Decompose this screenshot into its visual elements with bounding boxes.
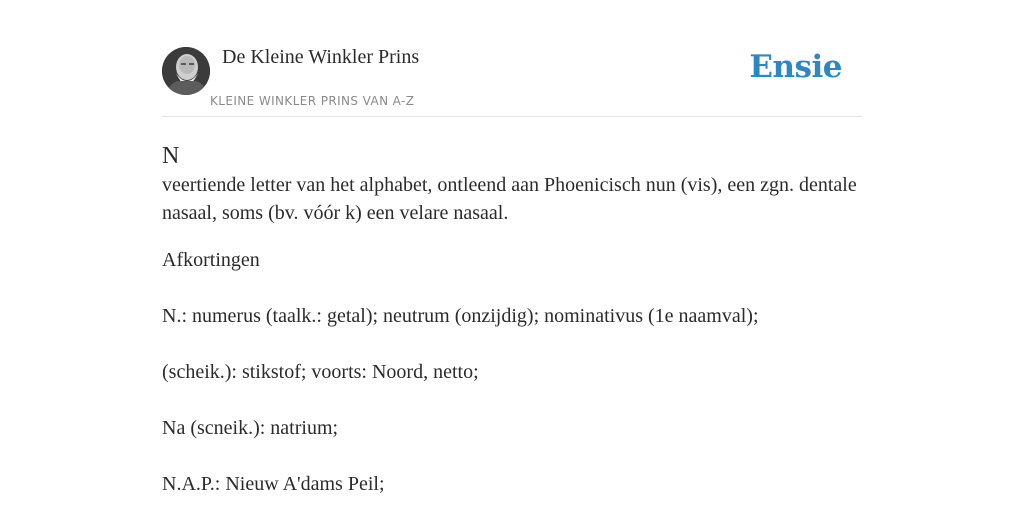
- page: [162, 0, 862, 498]
- headword: N: [162, 143, 180, 169]
- article: [162, 141, 862, 498]
- abbreviation-item: N.A.P.: Nieuw A'dams Peil;: [162, 473, 385, 495]
- definition-text: veertiende letter van het alphabet, ontleend aan Phoenicisch nun (vis), een zgn. dentale nasaal, soms (bv. vóór k) een velare nasaal.: [162, 174, 857, 224]
- abbreviation-item: (scheik.): stikstof; voorts: Noord, netto;: [162, 361, 479, 383]
- source-subtitle[interactable]: KLEINE WINKLER PRINS VAN A-Z: [210, 94, 415, 108]
- source-header: [162, 0, 862, 117]
- abbreviations-heading: Afkortingen: [162, 249, 260, 271]
- author-avatar[interactable]: [162, 47, 210, 95]
- source-title[interactable]: De Kleine Winkler Prins: [222, 46, 420, 68]
- author-portrait-icon: [162, 47, 210, 95]
- abbreviations-list: [162, 302, 862, 498]
- brand-logo[interactable]: Ensie: [749, 49, 842, 85]
- abbreviation-item: Na (scneik.): natrium;: [162, 417, 339, 439]
- abbreviation-item: N.: numerus (taalk.: getal); neutrum (onzijdig); nominativus (1e naamval);: [162, 305, 759, 327]
